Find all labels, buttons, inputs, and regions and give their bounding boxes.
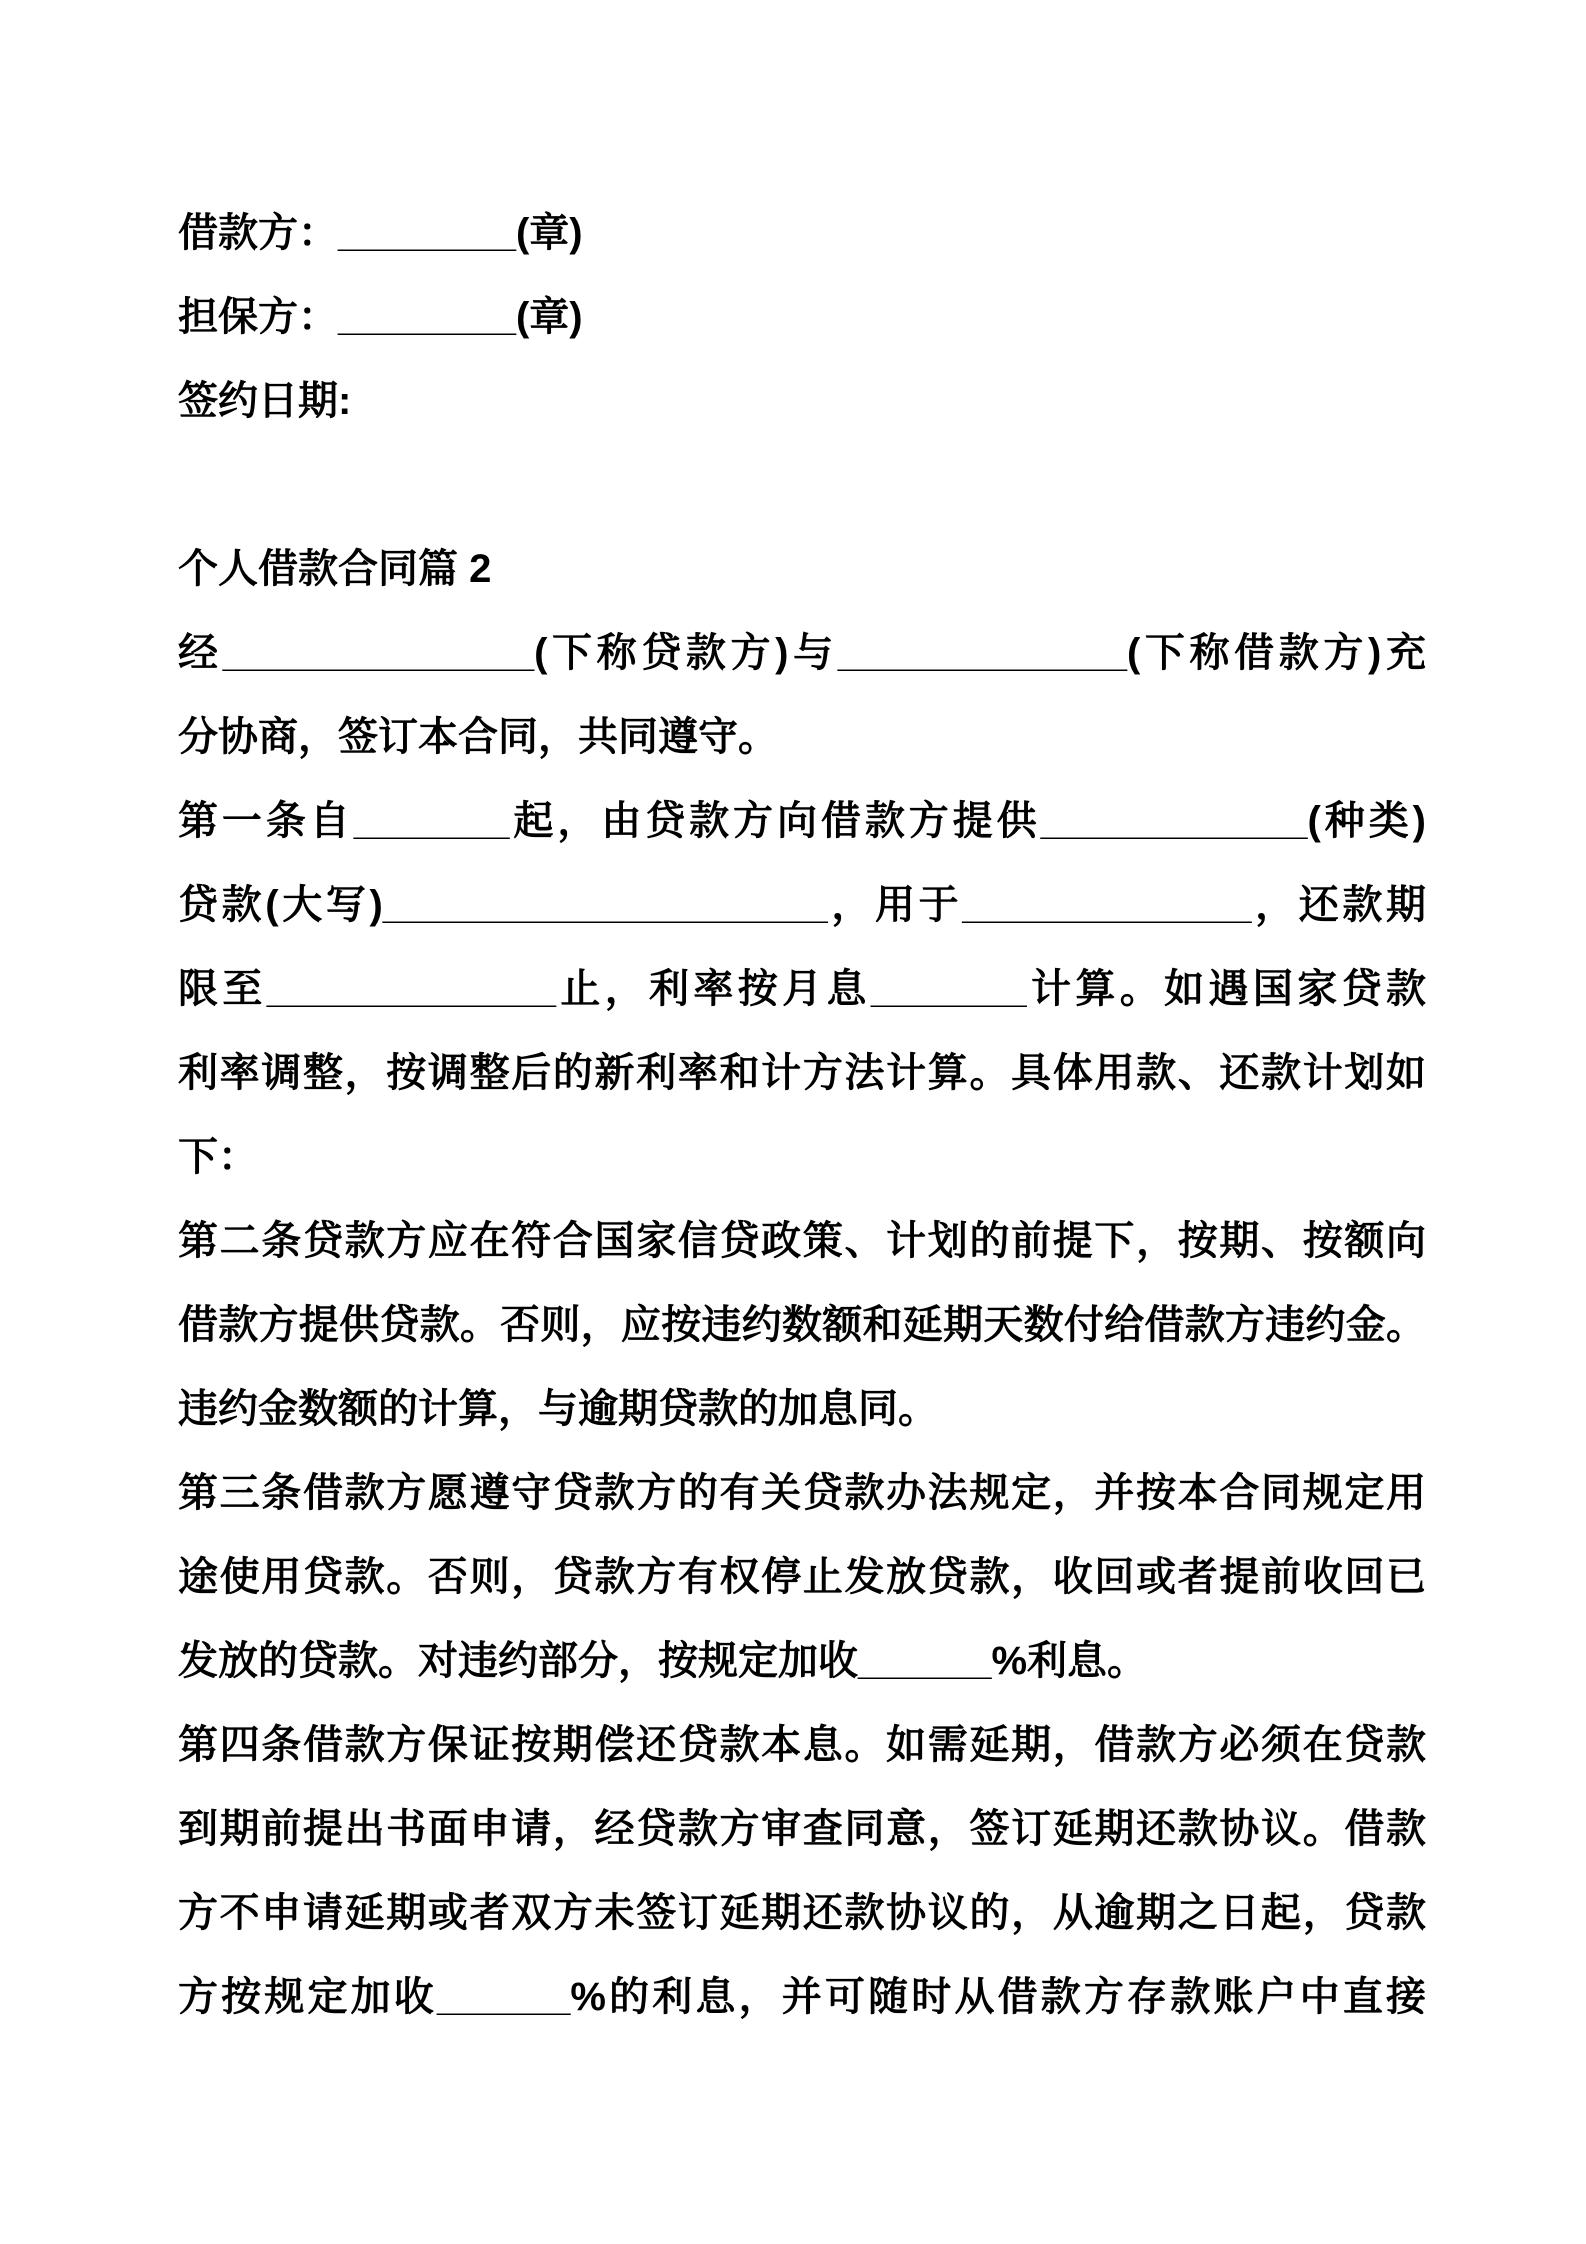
contract-line: 经______________(下称贷款方)与_____________(下称借款方)充 [178, 631, 1426, 675]
contract-line: 第四条借款方保证按期偿还贷款本息。如需延期，借款方必须在贷款 [178, 1723, 1426, 1767]
section-heading: 个人借款合同篇 2 [178, 547, 492, 591]
contract-line: 贷款(大写)____________________，用于_____________，还款期 [178, 883, 1426, 927]
contract-line: 第三条借款方愿遵守贷款方的有关贷款办法规定，并按本合同规定用 [178, 1471, 1426, 1515]
contract-line: 方不申请延期或者双方未签订延期还款协议的，从逾期之日起，贷款 [178, 1891, 1426, 1935]
contract-line: 利率调整，按调整后的新利率和计方法计算。具体用款、还款计划如 [178, 1051, 1426, 1095]
contract-line: 发放的贷款。对违约部分，按规定加收______%利息。 [178, 1639, 1148, 1683]
contract-line: 方按规定加收______%的利息，并可随时从借款方存款账户中直接 [178, 1975, 1426, 2019]
contract-line: 违约金数额的计算，与逾期贷款的加息同。 [178, 1387, 938, 1431]
contract-line: 第一条自_______起，由贷款方向借款方提供____________(种类) [178, 799, 1426, 843]
sign-date-line: 签约日期: [178, 379, 352, 423]
contract-line: 借款方提供贷款。否则，应按违约数额和延期天数付给借款方违约金。 [178, 1303, 1426, 1347]
contract-line: 限至_____________止，利率按月息_______计算。如遇国家贷款 [178, 967, 1426, 1011]
contract-line: 分协商，签订本合同，共同遵守。 [178, 715, 778, 759]
contract-line: 途使用贷款。否则，贷款方有权停止发放贷款，收回或者提前收回已 [178, 1555, 1426, 1599]
contract-line: 第二条贷款方应在符合国家信贷政策、计划的前提下，按期、按额向 [178, 1219, 1426, 1263]
contract-line: 下： [178, 1135, 258, 1179]
guarantor-signature-line: 担保方：________(章) [178, 295, 583, 339]
blank-line [178, 443, 1426, 527]
borrower-signature-line: 借款方：________(章) [178, 211, 583, 255]
contract-line: 到期前提出书面申请，经贷款方审查同意，签订延期还款协议。借款 [178, 1807, 1426, 1851]
